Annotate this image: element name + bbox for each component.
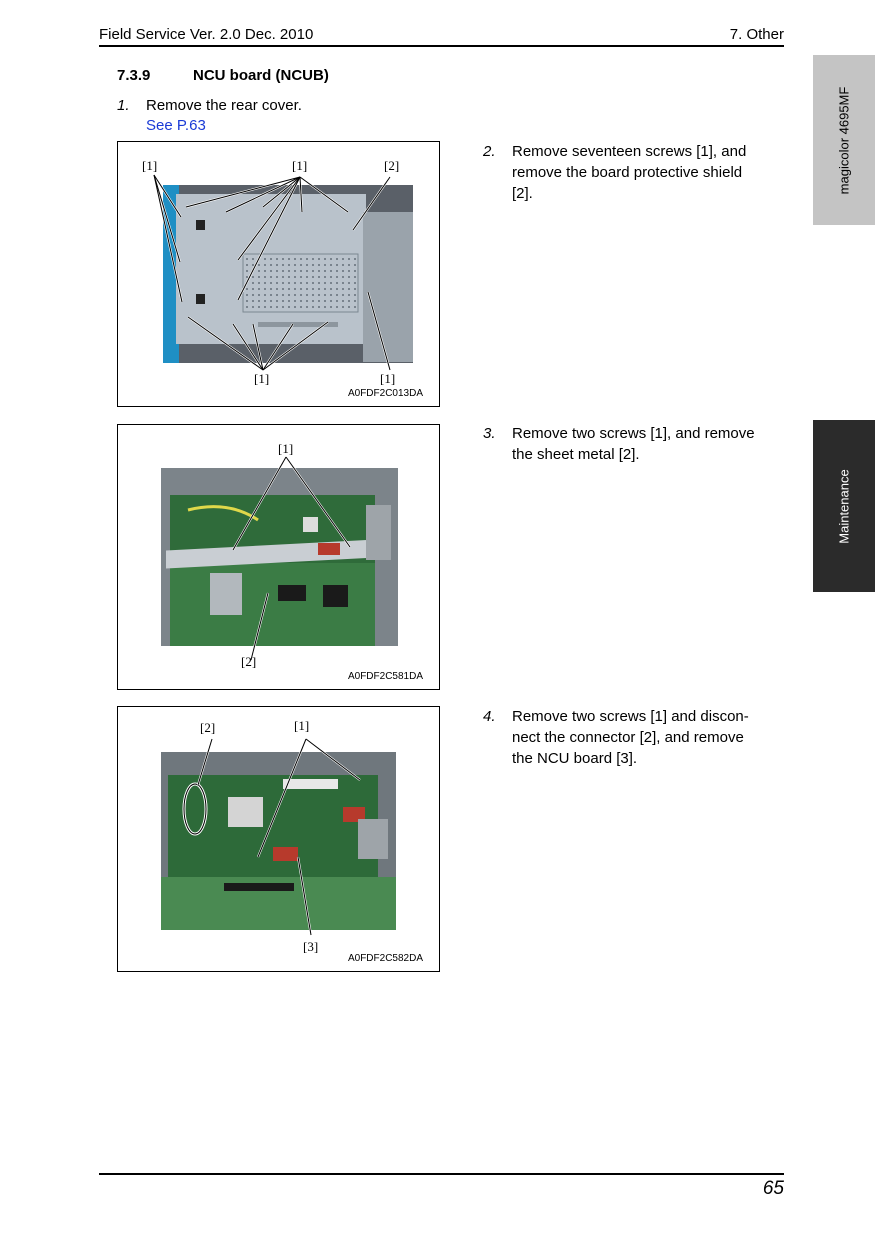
section-title: NCU board (NCUB) [193, 67, 329, 84]
side-tab-model-label: magicolor 4695MF [836, 86, 852, 194]
step-text: Remove the rear cover. [146, 97, 302, 114]
callout-screw: [1] [278, 441, 294, 456]
side-tab-model [813, 55, 875, 225]
step-number: 1. [117, 97, 130, 114]
step-text-line: nect the connector [2], and remove [512, 729, 744, 746]
footer-rule [99, 1173, 784, 1175]
header-chapter: 7. Other [729, 26, 784, 43]
figure-1-photo [118, 142, 441, 408]
callout-screw: [1] [142, 158, 158, 173]
side-tab-maintenance-label: Maintenance [836, 468, 852, 544]
callout-screw: [1] [254, 371, 270, 386]
step-number: 4. [483, 708, 496, 725]
side-tab-maintenance[interactable] [813, 420, 875, 592]
callout-screw: [1] [292, 158, 308, 173]
figure-code: A0FDF2C013DA [347, 388, 423, 399]
figure-2-photo [118, 425, 441, 691]
step-number: 2. [483, 143, 496, 160]
see-page-link[interactable]: See P.63 [146, 117, 206, 134]
step-text-line: Remove seventeen screws [1], and [512, 143, 747, 160]
figure-code: A0FDF2C581DA [347, 671, 423, 682]
step-4 [483, 706, 793, 772]
figure-3-photo [118, 707, 441, 973]
figure-1 [117, 141, 440, 407]
callout-shield: [2] [384, 158, 400, 173]
figure-code: A0FDF2C582DA [347, 953, 423, 964]
callout-screw: [1] [294, 718, 310, 733]
step-text-line: the NCU board [3]. [512, 750, 638, 767]
section-number: 7.3.9 [117, 67, 151, 84]
step-3 [483, 423, 793, 467]
callout-sheet-metal: [2] [241, 654, 257, 669]
header-doc-title: Field Service Ver. 2.0 Dec. 2010 [99, 26, 314, 43]
step-2 [483, 141, 793, 207]
step-text-line: Remove two screws [1], and remove [512, 425, 755, 442]
step-number: 3. [483, 425, 496, 442]
header-rule [99, 45, 784, 47]
callout-ncu-board: [3] [303, 939, 319, 954]
figure-2 [117, 424, 440, 690]
page-number: 65 [762, 1178, 784, 1199]
callout-screw: [1] [380, 371, 396, 386]
step-1 [117, 95, 417, 117]
step-text-line: [2]. [512, 185, 533, 202]
callout-connector: [2] [200, 720, 216, 735]
step-text-line: Remove two screws [1] and discon- [512, 708, 749, 725]
figure-3 [117, 706, 440, 972]
step-text-line: the sheet metal [2]. [512, 446, 640, 463]
step-text-line: remove the board protective shield [512, 164, 743, 181]
